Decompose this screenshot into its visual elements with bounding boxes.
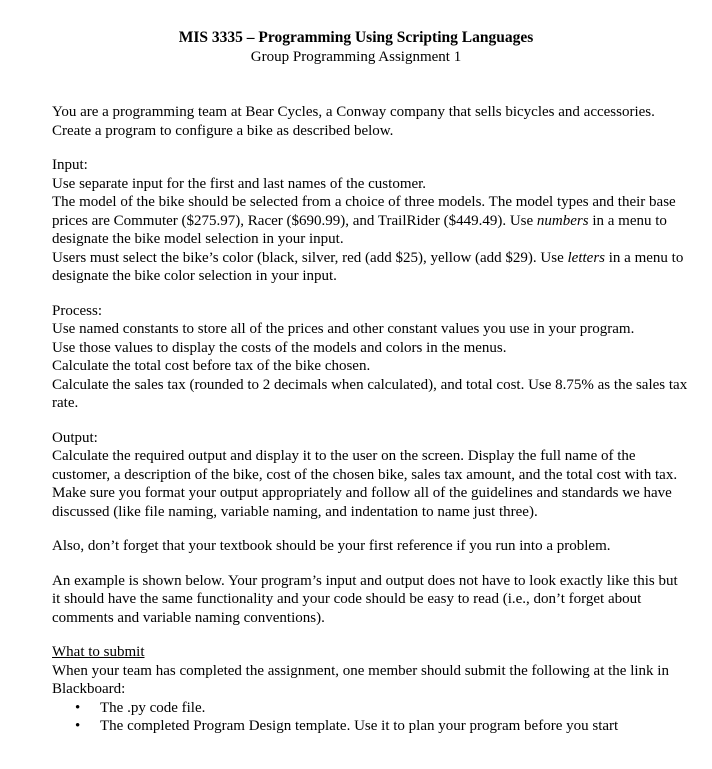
spacer <box>52 286 688 302</box>
input-model-text-b: in a menu to designate the bike model selection in your input. <box>52 212 667 247</box>
input-section <box>52 156 688 286</box>
input-model-line <box>52 193 688 249</box>
process-section <box>52 302 688 413</box>
list-item-text: The completed Program Design template. Use it to plan your program before you start <box>100 718 619 734</box>
course-title: MIS 3335 – Programming Using Scripting Languages <box>178 29 534 46</box>
list-item <box>52 699 688 718</box>
intro-paragraph: You are a programming team at Bear Cycles, a Conway company that sells bicycles and accessories. Create a program to configure a bike as described below. <box>52 104 655 139</box>
bullet-icon: • <box>75 718 81 734</box>
document-body <box>52 103 688 736</box>
output-heading: Output: <box>52 429 98 446</box>
process-line: Use those values to display the costs of the models and colors in the menus. <box>52 339 507 356</box>
assignment-subtitle: Group Programming Assignment 1 <box>250 49 462 65</box>
submit-heading: What to submit <box>52 644 145 660</box>
input-color-line <box>52 249 688 286</box>
process-heading: Process: <box>52 302 102 319</box>
spacer <box>52 627 688 643</box>
list-item <box>52 717 688 736</box>
process-line: Use named constants to store all of the prices and other constant values you use in your program. <box>52 321 635 337</box>
process-line: Calculate the total cost before tax of the bike chosen. <box>52 358 371 374</box>
submit-paragraph: When your team has completed the assignment, one member should submit the following at the link in Blackboard: <box>52 662 669 697</box>
submit-section <box>52 643 688 736</box>
input-model-emphasis: numbers <box>536 212 589 229</box>
input-color-emphasis: letters <box>567 249 606 266</box>
textbook-note: Also, don’t forget that your textbook should be your first reference if you run into a problem. <box>52 538 611 554</box>
document-header <box>0 28 712 67</box>
spacer <box>52 140 688 156</box>
input-heading: Input: <box>52 157 88 173</box>
spacer <box>52 556 688 572</box>
output-paragraph: Calculate the required output and display it to the user on the screen. Display the full name of the customer, a description of the bike, cost of the chosen bike, sales tax amount, and the total cost with tax. Make sure you format your output appropriately and follow all of the guidelines and standards we have discussed (like file naming, variable naming, and indentation to name just three). <box>52 448 678 520</box>
input-model-text-a: The model of the bike should be selected from a choice of three models. The model types and their base prices are Commuter ($275.97), Racer ($690.99), and TrailRider ($449.49). Use <box>52 194 676 229</box>
input-names-line: Use separate input for the first and last names of the customer. <box>52 175 427 192</box>
bullet-icon: • <box>75 699 81 716</box>
spacer <box>52 413 688 429</box>
spacer <box>52 521 688 537</box>
submit-list <box>52 699 688 736</box>
input-color-text-a: Users must select the bike’s color (black, silver, red (add $25), yellow (add $29). Use <box>52 249 568 266</box>
input-color-text-b: in a menu to designate the bike color selection in your input. <box>52 249 684 284</box>
output-section <box>52 429 688 522</box>
example-note: An example is shown below. Your program’s input and output does not have to look exactly like this but it should have the same functionality and your code should be easy to read (i.e., don’t forget about comments and variable naming conventions). <box>52 572 678 626</box>
process-line: Calculate the sales tax (rounded to 2 decimals when calculated), and total cost. Use 8.75% as the sales tax rate. <box>52 376 688 411</box>
list-item-text: The .py code file. <box>100 699 206 716</box>
